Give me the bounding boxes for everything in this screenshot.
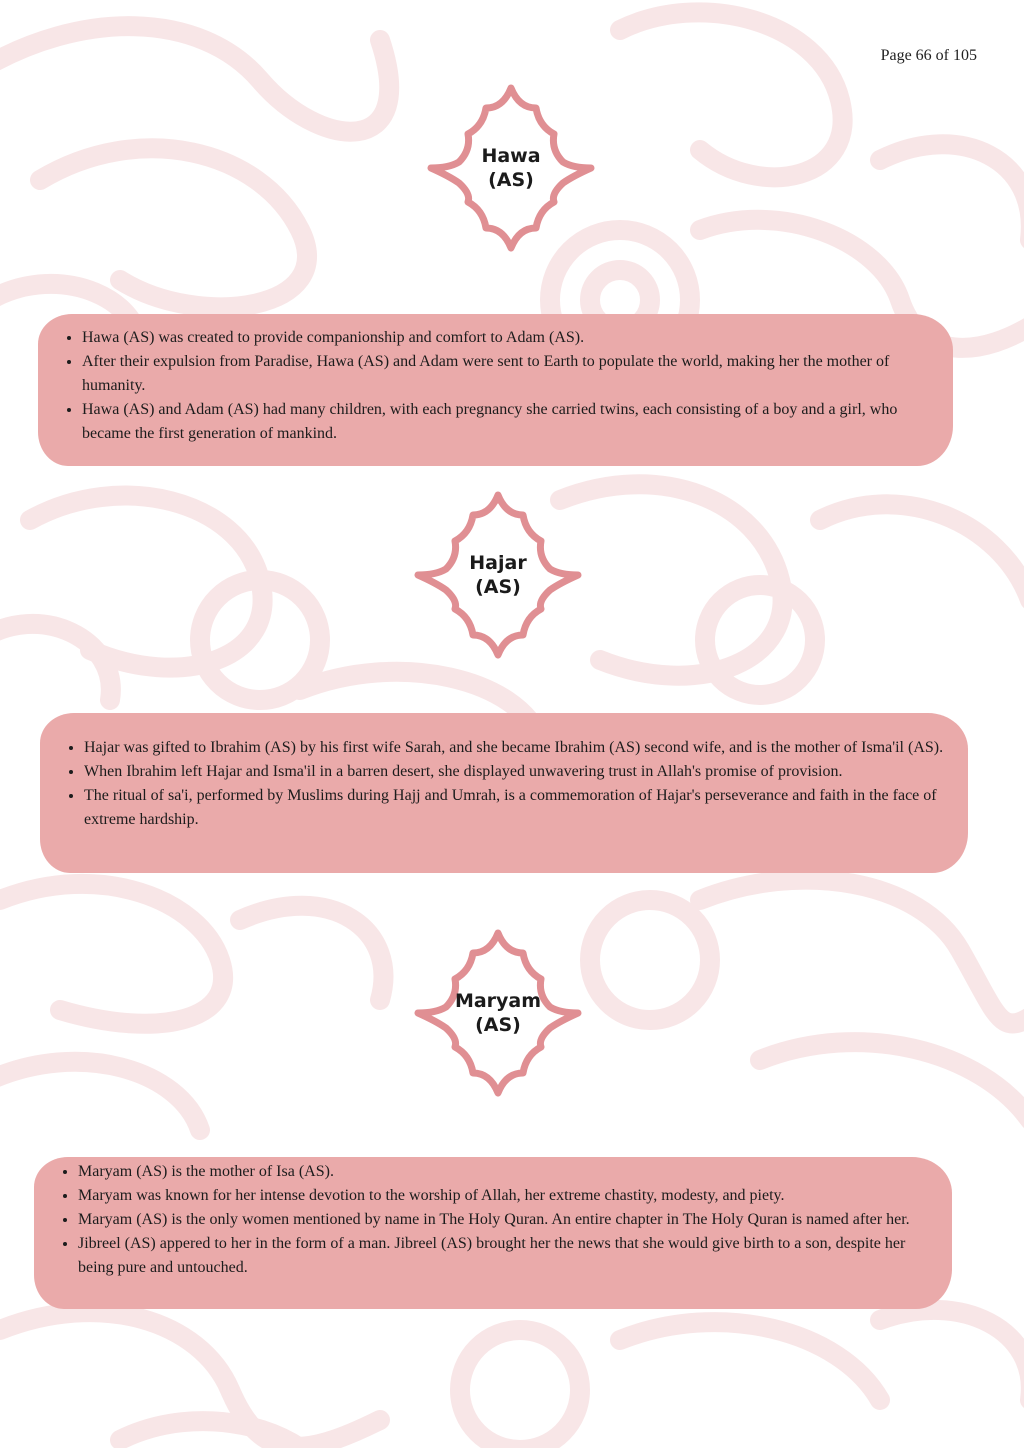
maryam-title-badge	[410, 925, 586, 1101]
maryam-info-card	[34, 1157, 952, 1309]
list-item: • Hawa (AS) and Adam (AS) had many children, with each pregnancy she carried twins, each consisting of a boy and a girl, who became the first generation of mankind.	[82, 398, 953, 446]
hawa-title-badge	[423, 80, 599, 256]
page-number: Page 66 of 105	[880, 47, 977, 64]
list-item: • Maryam was known for her intense devotion to the worship of Allah, her extreme chastity, modesty, and piety.	[78, 1184, 952, 1208]
maryam-bullet-list	[34, 1157, 952, 1280]
list-item: • After their expulsion from Paradise, Hawa (AS) and Adam were sent to Earth to populate the world, making her the mother of humanity.	[82, 350, 953, 398]
hawa-title-line2: (AS)	[488, 169, 534, 191]
list-item: • The ritual of sa'i, performed by Muslims during Hajj and Umrah, is a commemoration of Hajar's perseverance and faith in the face of extreme hardship.	[84, 784, 968, 832]
list-item: • Hawa (AS) was created to provide companionship and comfort to Adam (AS).	[82, 326, 953, 350]
hawa-bullet-list	[38, 314, 953, 446]
hajar-title-badge	[410, 487, 586, 663]
list-item: • Jibreel (AS) appered to her in the form of a man. Jibreel (AS) brought her the news that she would give birth to a son, despite her being pure and untouched.	[78, 1232, 952, 1280]
list-item: • Maryam (AS) is the mother of Isa (AS).	[78, 1160, 952, 1184]
hajar-title-line2: (AS)	[475, 576, 521, 598]
list-item: • When Ibrahim left Hajar and Isma'il in a barren desert, she displayed unwavering trust in Allah's promise of provision.	[84, 760, 968, 784]
hajar-bullet-list	[40, 713, 968, 832]
maryam-title-line1: Maryam	[454, 990, 542, 1012]
hawa-info-card	[38, 314, 953, 466]
hajar-title-line1: Hajar	[469, 552, 527, 574]
list-item: • Hajar was gifted to Ibrahim (AS) by his first wife Sarah, and she became Ibrahim (AS) second wife, and is the mother of Isma'il (AS).	[84, 736, 968, 760]
maryam-title-line2: (AS)	[475, 1014, 521, 1036]
list-item: • Maryam (AS) is the only women mentioned by name in The Holy Quran. An entire chapter in The Holy Quran is named after her.	[78, 1208, 952, 1232]
hajar-info-card	[40, 713, 968, 873]
hawa-title-line1: Hawa	[481, 145, 541, 167]
